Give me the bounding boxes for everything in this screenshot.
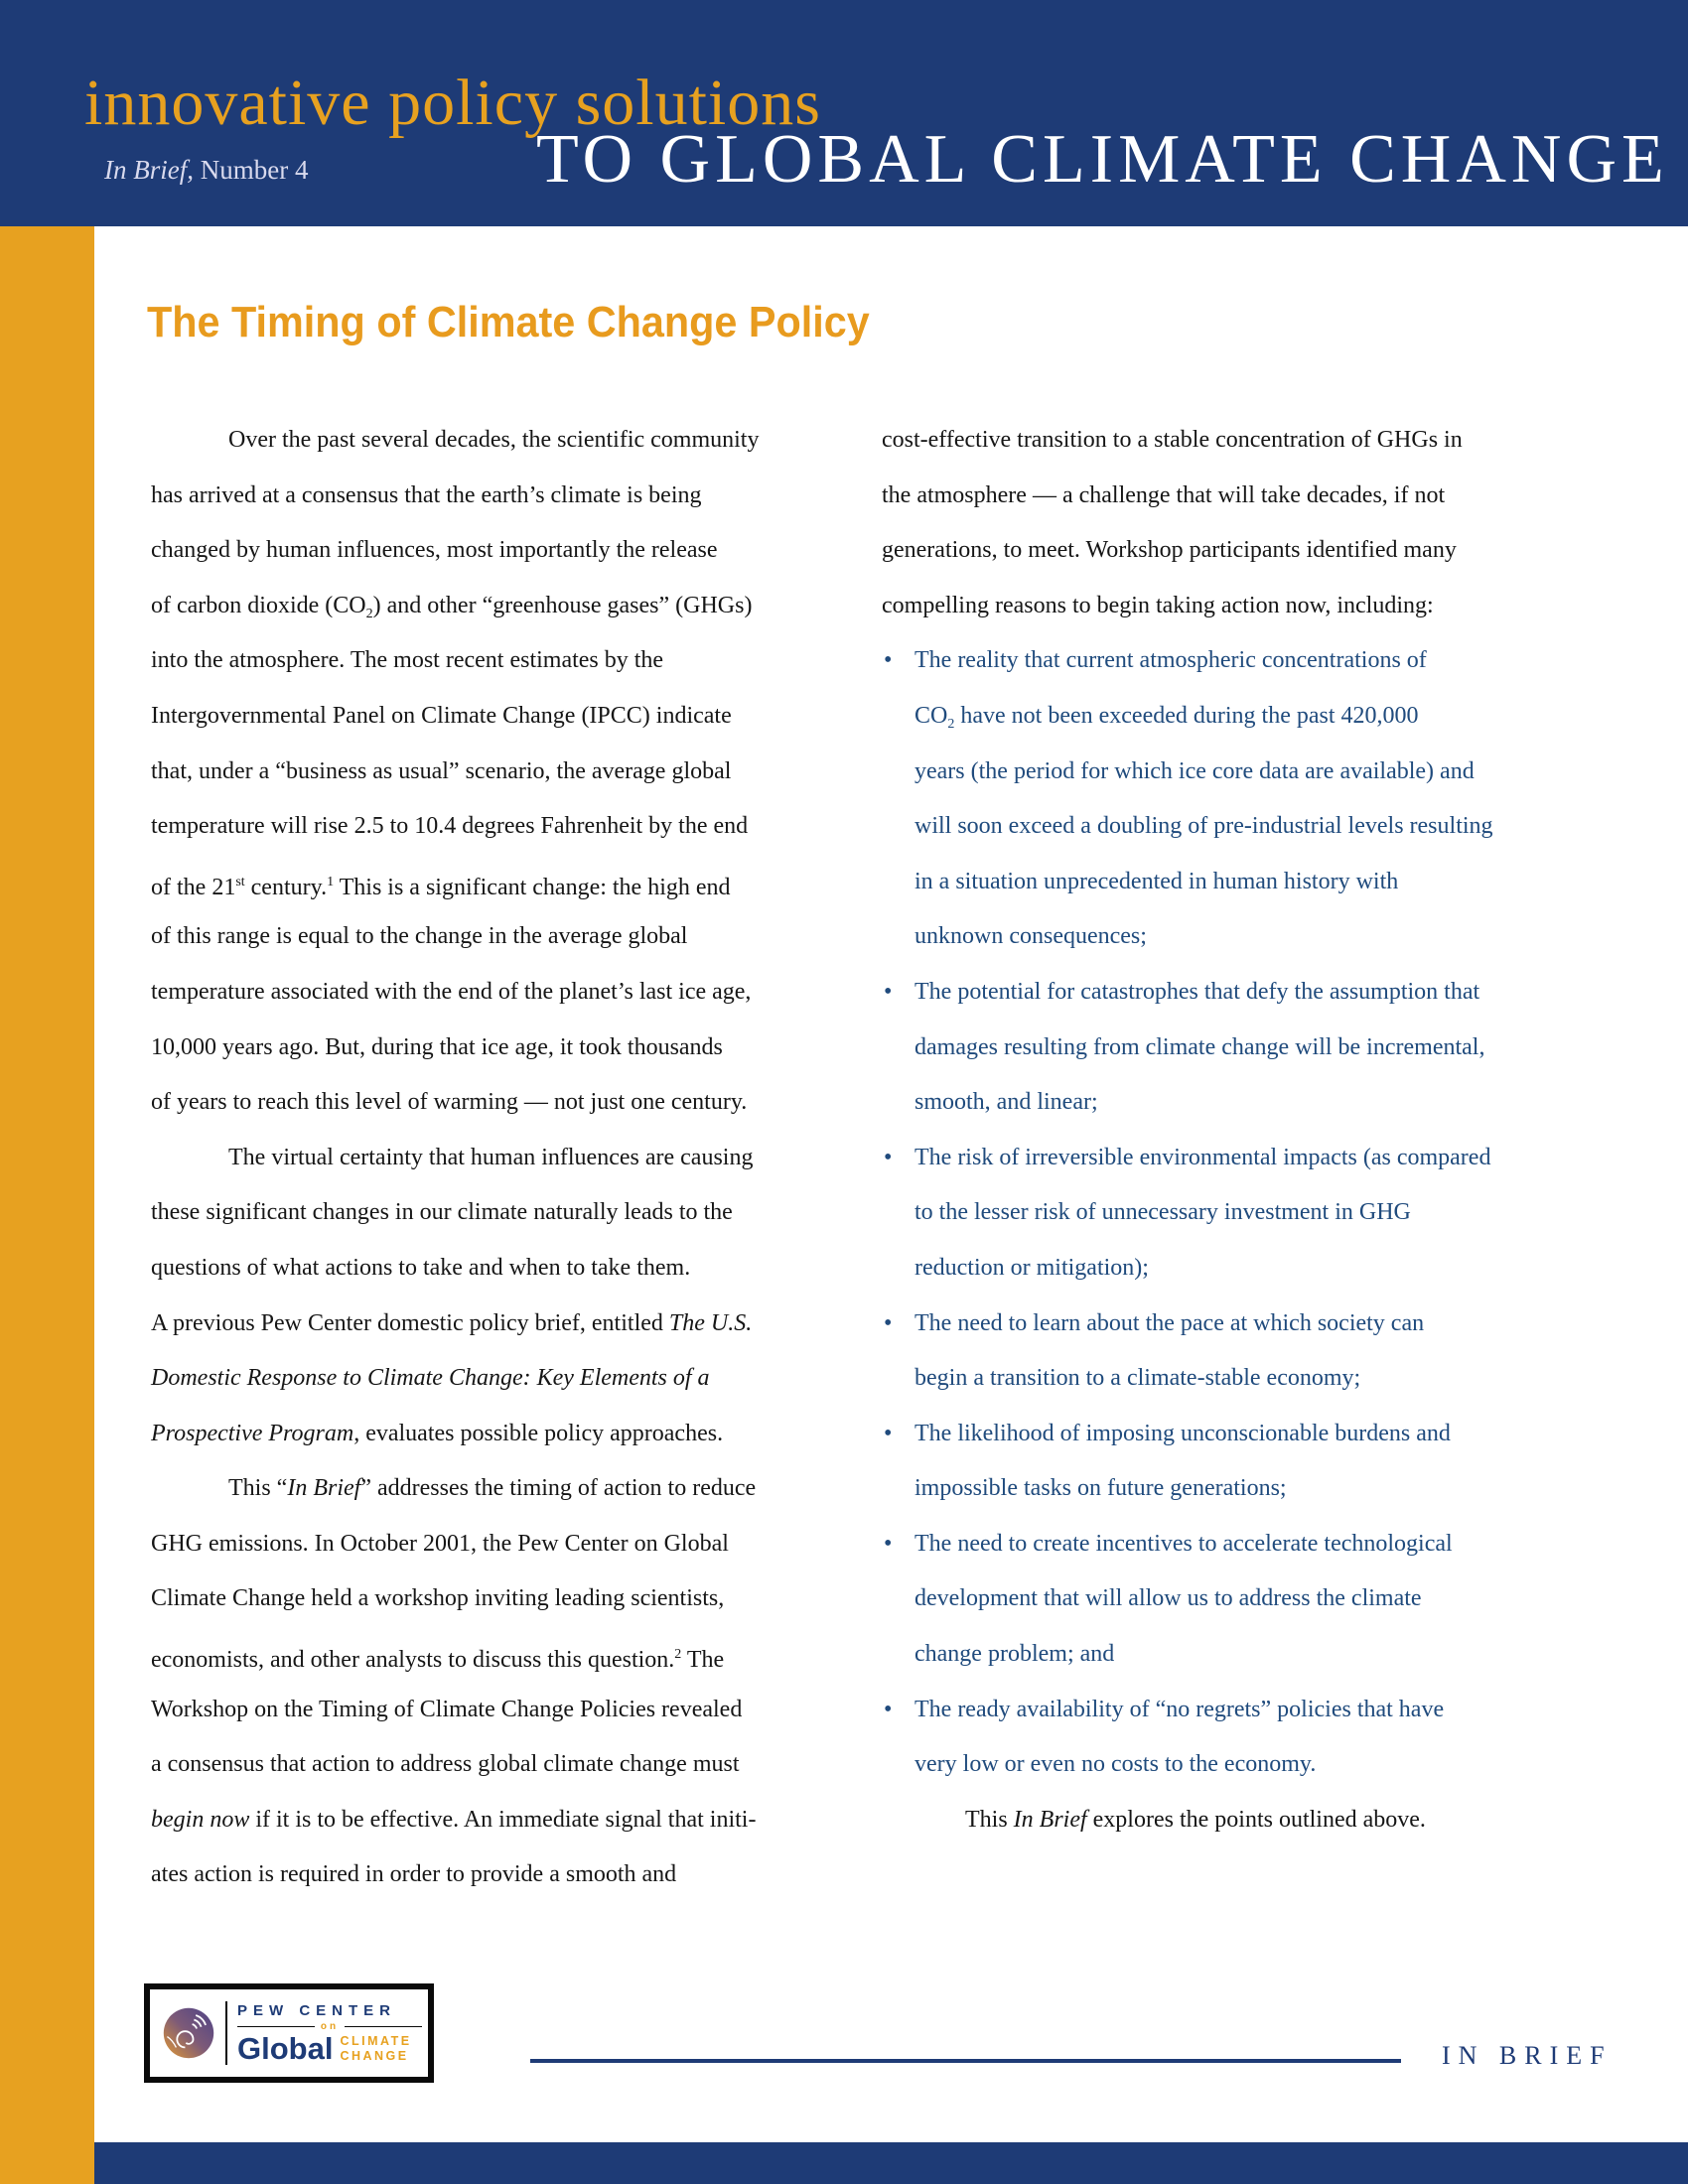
text-segment: damages resulting from climate change will be incremental, [914,1033,1485,1060]
text-line [882,1297,1601,1352]
text-line [151,633,826,689]
text-segment: ates action is required in order to provide a smooth and [151,1861,677,1888]
text-segment: The need to learn about the pace at which society can [914,1309,1425,1336]
text-segment: compelling reasons to begin taking action now, including: [882,592,1434,618]
text-line [151,1571,826,1627]
text-line [882,1461,1601,1517]
text-line [151,909,826,965]
text-segment: will soon exceed a doubling of pre-industrial levels resulting [914,813,1493,840]
left-accent-bar [0,226,94,2184]
bottom-bar [94,2142,1688,2184]
text-line [882,1571,1601,1627]
pew-center-logo [144,1983,434,2083]
text-line [151,745,826,800]
text-segment: The [681,1647,725,1674]
brand-line-1: innovative policy solutions [84,67,821,139]
text-segment: A previous Pew Center domestic policy brief, entitled [151,1309,669,1336]
text-line [882,909,1601,965]
logo-on: on [320,2021,340,2032]
text-line [882,1737,1601,1793]
globe-icon [162,2006,215,2060]
text-line [882,1075,1601,1131]
text-segment: The likelihood of imposing unconscionable burdens and [914,1420,1451,1446]
logo-pew-center: PEW CENTER [237,2002,397,2019]
text-line [151,523,826,579]
text-segment: impossible tasks on future generations; [914,1475,1287,1502]
text-segment: of the 21 [151,874,236,900]
text-line [151,965,826,1021]
text-segment: smooth, and linear; [914,1089,1098,1116]
logo-global-row [237,2033,422,2064]
text-line [882,579,1601,634]
page-title: The Timing of Climate Change Policy [147,298,870,346]
brand-line-2: TO GLOBAL CLIMATE CHANGE [536,121,1669,198]
text-line [882,689,1601,745]
text-segment: begin now [151,1806,250,1833]
text-segment: The potential for catastrophes that defy the assumption that [914,978,1480,1005]
text-segment: unknown consequences; [914,923,1147,950]
text-segment: 1 [327,874,335,889]
text-segment: ) and other “greenhouse gases” (GHGs) [372,592,753,618]
text-segment: that, under a “business as usual” scenario, the average global [151,757,732,784]
text-segment: to the lesser risk of unnecessary investment in GHG [914,1199,1411,1226]
text-line [151,1847,826,1903]
text-segment: In Brief [1013,1806,1087,1833]
text-segment: of years to reach this level of warming — not just one century. [151,1089,748,1116]
text-line [882,1241,1601,1297]
logo-divider [225,2001,227,2065]
text-line [882,1683,1601,1738]
bullet-icon: • [884,1530,893,1557]
text-segment: The U.S. [668,1309,753,1336]
text-segment: The ready availability of “no regrets” policies that have [914,1696,1445,1722]
text-line [151,1021,826,1076]
issue-name: In Brief, [104,155,194,185]
text-line [151,1793,826,1848]
issue-label [104,155,308,186]
bullet-icon: • [884,1144,893,1170]
text-segment: This “ [228,1475,288,1502]
right-column [882,413,1601,1847]
text-segment: This [965,1806,1014,1833]
text-segment: questions of what actions to take and when to take them. [151,1254,691,1281]
text-line [882,633,1601,689]
text-segment: in a situation unprecedented in human history with [914,868,1399,894]
left-column [151,413,826,1903]
text-segment: years (the period for which ice core data are available) and [914,757,1475,784]
text-line [882,1351,1601,1407]
text-line [882,1517,1601,1572]
text-segment: explores the points outlined above. [1086,1806,1426,1833]
text-line [151,1517,826,1572]
text-line [151,1131,826,1186]
issue-number: Number 4 [193,155,309,185]
text-line [151,579,826,634]
text-segment: The virtual certainty that human influences are causing [228,1144,754,1170]
bullet-icon: • [884,647,893,674]
text-line [151,413,826,469]
header-banner [0,0,1688,226]
text-segment: st [235,874,245,889]
text-segment: into the atmosphere. The most recent estimates by the [151,647,664,674]
text-segment: The risk of irreversible environmental impacts (as compared [914,1144,1491,1170]
text-segment: economists, and other analysts to discuss this question. [151,1647,675,1674]
text-line [882,413,1601,469]
text-segment: 2 [947,716,955,732]
text-segment: Intergovernmental Panel on Climate Change (IPCC) indicate [151,702,732,729]
text-segment: Workshop on the Timing of Climate Change Policies revealed [151,1696,743,1722]
text-segment: a consensus that action to address global climate change must [151,1751,740,1778]
text-line [882,1185,1601,1241]
text-line [151,1075,826,1131]
logo-climate-change [340,2034,411,2063]
text-segment: ” addresses the timing of action to reduce [360,1475,757,1502]
text-segment: reduction or mitigation); [914,1254,1149,1281]
text-segment: , evaluates possible policy approaches. [353,1420,724,1446]
text-segment: of carbon dioxide (CO [151,592,366,618]
text-segment: The need to create incentives to accelerate technological [914,1530,1453,1557]
text-segment: In Brief [287,1475,361,1502]
text-line [882,523,1601,579]
text-line [882,1627,1601,1683]
text-segment: GHG emissions. In October 2001, the Pew Center on Global [151,1530,729,1557]
text-segment: temperature will rise 2.5 to 10.4 degrees Fahrenheit by the end [151,813,749,840]
bullet-icon: • [884,1420,893,1446]
text-line [151,469,826,524]
text-segment: Domestic Response to Climate Change: Key Elements of a [151,1365,710,1392]
text-line [151,799,826,855]
text-segment: if it is to be effective. An immediate signal that initi- [249,1806,757,1833]
text-segment: cost-effective transition to a stable concentration of GHGs in [882,427,1463,453]
footer-in-brief: IN BRIEF [1442,2041,1613,2070]
text-segment: Over the past several decades, the scientific community [228,427,760,453]
text-line [151,1241,826,1297]
text-segment: temperature associated with the end of the planet’s last ice age, [151,978,752,1005]
text-line [882,799,1601,855]
text-segment: has arrived at a consensus that the earth’s climate is being [151,481,702,508]
text-segment: the atmosphere — a challenge that will take decades, if not [882,481,1446,508]
text-segment: Climate Change held a workshop inviting leading scientists, [151,1585,725,1612]
text-line [151,1351,826,1407]
logo-climate: CLIMATE [340,2034,412,2049]
text-line [151,1185,826,1241]
text-line [882,965,1601,1021]
text-line [882,1793,1601,1848]
footer-rule [530,2059,1401,2063]
text-segment: generations, to meet. Workshop participants identified many [882,537,1457,564]
bullet-icon: • [884,978,893,1005]
text-segment: begin a transition to a climate-stable economy; [914,1365,1361,1392]
text-line [151,1627,826,1683]
logo-change: CHANGE [340,2048,409,2063]
text-line [882,1021,1601,1076]
text-segment: development that will allow us to address the climate [914,1585,1422,1612]
text-line [882,1407,1601,1462]
logo-rule-right [345,2026,422,2028]
text-line [882,745,1601,800]
text-line [151,1461,826,1517]
text-line [151,689,826,745]
text-line [151,1737,826,1793]
text-segment: 10,000 years ago. But, during that ice age, it took thousands [151,1033,723,1060]
text-segment: of this range is equal to the change in the average global [151,923,688,950]
text-segment: CO [914,702,948,729]
text-segment: Prospective Program [151,1420,354,1446]
logo-text [237,2002,428,2064]
text-line [151,1297,826,1352]
text-segment: 2 [365,606,373,621]
text-segment: changed by human influences, most importantly the release [151,537,718,564]
text-segment: 2 [674,1647,682,1663]
text-segment: The reality that current atmospheric concentrations of [914,647,1427,674]
text-line [882,1131,1601,1186]
bullet-icon: • [884,1696,893,1722]
text-segment: very low or even no costs to the economy. [914,1751,1317,1778]
text-segment: change problem; and [914,1641,1115,1668]
text-line [151,1407,826,1462]
text-line [882,469,1601,524]
text-segment: century. [244,874,328,900]
text-line [151,1683,826,1738]
text-segment: have not been exceeded during the past 420,000 [954,702,1419,729]
text-line [151,855,826,910]
text-segment: This is a significant change: the high end [334,874,731,900]
bullet-icon: • [884,1309,893,1336]
text-line [882,855,1601,910]
logo-rule-left [237,2026,315,2028]
text-segment: these significant changes in our climate naturally leads to the [151,1199,733,1226]
logo-global: Global [237,2031,334,2066]
